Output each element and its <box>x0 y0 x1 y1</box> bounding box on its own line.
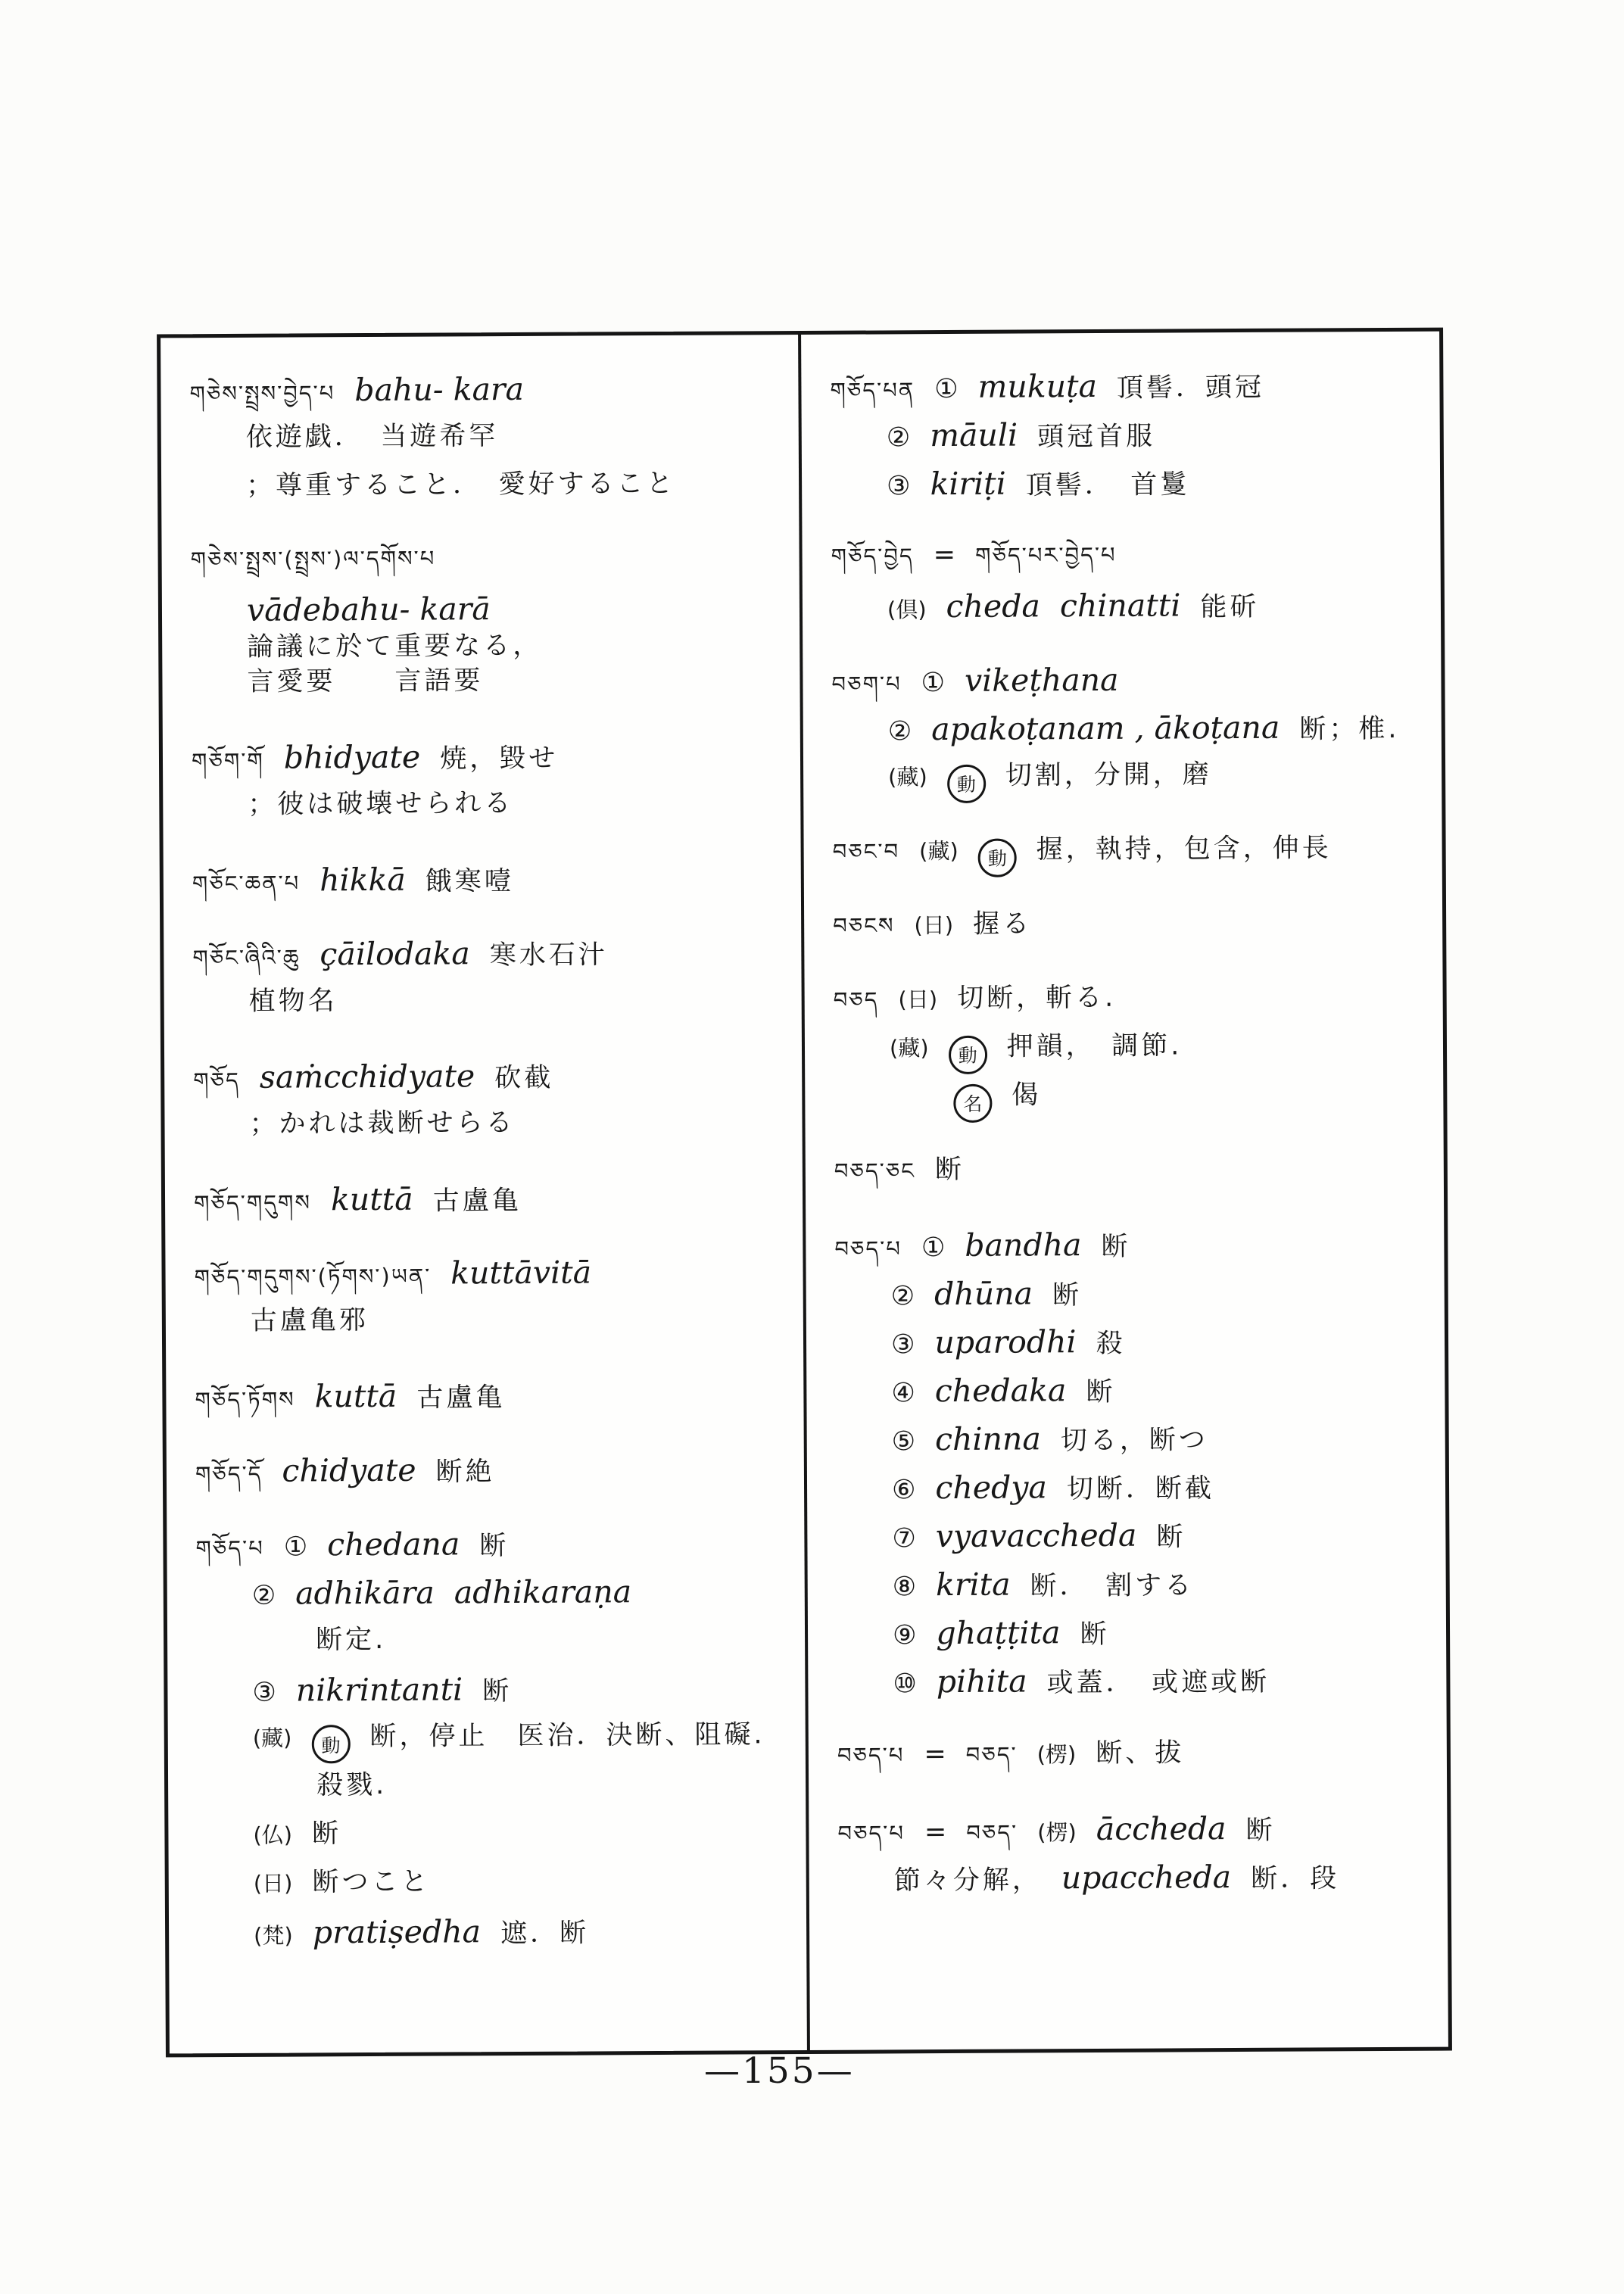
gloss-text: 断絶 <box>435 1456 495 1488</box>
entry <box>193 1056 789 1156</box>
tibetan-headword: བཅད་ཅང <box>834 1158 916 1184</box>
source-mark: (藏) <box>919 837 959 865</box>
gloss-text: 断 <box>1101 1231 1131 1262</box>
sanskrit-term: bandha <box>965 1226 1082 1264</box>
gloss-text: 断 <box>482 1675 513 1706</box>
entry-line <box>191 589 786 665</box>
sanskrit-term: adhikāra adhikaraṇa <box>295 1572 632 1612</box>
sanskrit-term: chedya <box>935 1469 1048 1507</box>
content-frame <box>157 328 1452 2058</box>
entry-line <box>833 831 1429 883</box>
entry-line <box>835 1322 1431 1373</box>
sanskrit-term: kuttā <box>330 1180 413 1217</box>
source-mark: (藏) <box>889 1035 929 1061</box>
source-mark: (日) <box>253 1870 293 1897</box>
entry <box>833 905 1429 957</box>
entry-line <box>192 737 787 788</box>
gloss-text: 依遊戯． 当遊希罕 <box>245 421 499 453</box>
entry-line <box>831 586 1427 637</box>
item-number: ① <box>921 668 946 699</box>
circled-pos-mark: 動 <box>947 764 986 803</box>
entry-line <box>192 785 787 837</box>
tibetan-headword: བཅག་པ <box>831 671 902 697</box>
entry <box>831 538 1427 637</box>
sanskrit-term: kuttā <box>314 1377 397 1415</box>
entry <box>195 1450 790 1501</box>
sanskrit-term: cheda chinatti <box>946 587 1181 625</box>
entry-line <box>192 859 787 911</box>
gloss-text: 断定. <box>315 1624 387 1656</box>
gloss-text: 断，停止 医治．決断、阻礙. <box>369 1719 765 1752</box>
entry-line <box>195 1450 790 1501</box>
sanskrit-term: vyavaccheda <box>935 1516 1137 1555</box>
item-number: ③ <box>252 1677 276 1708</box>
entry <box>194 1253 790 1353</box>
sanskrit-term: chinna <box>934 1420 1041 1458</box>
entry <box>833 831 1429 883</box>
entry <box>834 1225 1432 1713</box>
entry-line <box>193 1105 788 1156</box>
gloss-text: 断 <box>1245 1815 1276 1846</box>
sanskrit-term: chedana <box>327 1526 460 1563</box>
entry <box>834 1151 1430 1202</box>
gloss-text: 殺 <box>1096 1328 1126 1359</box>
sanskrit-term: mukuṭa <box>977 367 1098 405</box>
circled-pos-mark: 動 <box>311 1725 350 1763</box>
entry <box>837 1809 1434 1909</box>
entry-line <box>837 1735 1433 1787</box>
source-mark: (仏) <box>253 1822 293 1848</box>
sanskrit-term: çāilodaka <box>320 934 470 973</box>
sanskrit-term: āccheda <box>1096 1810 1227 1847</box>
entry-line <box>837 1661 1432 1713</box>
gloss-text: 断．段 <box>1251 1863 1340 1894</box>
gloss-text: 断；椎. <box>1299 713 1400 745</box>
gloss-text: ；尊重すること． 愛好すること <box>245 468 676 501</box>
gloss-text: 断 <box>311 1818 342 1850</box>
gloss-text: 切断，斬る. <box>957 982 1117 1014</box>
sanskrit-term: ghaṭṭita <box>936 1614 1061 1652</box>
entry-line <box>196 1621 791 1672</box>
entry-line <box>834 980 1429 1031</box>
entry <box>194 1179 789 1230</box>
sanskrit-term: nikrintanti <box>295 1671 463 1709</box>
entry-line <box>837 1613 1432 1664</box>
item-number: ⑥ <box>891 1475 916 1506</box>
sanskrit-term: pihita <box>936 1663 1027 1700</box>
gloss-text: 断つこと <box>312 1866 431 1898</box>
entry-line <box>191 541 786 592</box>
gloss-text: 植物名 <box>248 985 338 1017</box>
gloss-text: 断 <box>1080 1619 1110 1650</box>
entry-line <box>832 709 1428 760</box>
entry <box>837 1735 1433 1787</box>
gloss-text: 或蓋． 或遮或断 <box>1046 1666 1270 1699</box>
entry-line <box>196 1669 791 1721</box>
source-mark: (梵) <box>254 1922 293 1949</box>
item-number: ② <box>886 422 911 454</box>
gloss-text: 断 <box>1156 1522 1186 1553</box>
item-number: ⑩ <box>893 1669 917 1700</box>
gloss-text: 握，執持，包含，伸長 <box>1036 833 1332 865</box>
entry-line <box>835 1273 1431 1325</box>
tibetan-headword: གཅོད་བྱེད <box>831 543 914 569</box>
item-number: ① <box>934 373 959 405</box>
entry-line <box>198 1863 793 1915</box>
gloss-text: 焼，毀せ <box>440 743 559 775</box>
right-column <box>801 332 1448 2050</box>
entry-line <box>191 662 786 714</box>
item-number: ③ <box>887 471 911 502</box>
entry-line <box>195 1301 790 1353</box>
gloss-text: 餓寒噎 <box>425 865 514 897</box>
gloss-text: 切断．断截 <box>1066 1473 1215 1505</box>
gloss-text: 殺戮. <box>316 1769 388 1801</box>
entry-line <box>190 466 785 518</box>
circled-pos-mark: 動 <box>978 838 1017 877</box>
circled-pos-mark: 名 <box>953 1083 992 1122</box>
tibetan-headword: བཅངས <box>833 912 895 939</box>
entry <box>195 1376 790 1427</box>
source-mark: (日) <box>914 912 954 939</box>
entry-line <box>197 1766 792 1818</box>
gloss-text: 古盧亀 <box>432 1185 522 1217</box>
entry <box>195 1524 793 1963</box>
sanskrit-term: kiriṭi <box>930 465 1006 503</box>
entry-line <box>832 757 1428 809</box>
sanskrit-term: apakoṭanam , ākoṭana <box>931 709 1280 748</box>
item-number: ④ <box>891 1378 915 1409</box>
entry-line <box>196 1572 791 1624</box>
circled-pos-mark: 動 <box>949 1035 987 1074</box>
source-mark: (藏) <box>888 764 927 790</box>
gloss-text: 偈 <box>1011 1080 1042 1111</box>
tibetan-headword: གཅེས་སྤྲས་(སྤྲས་)ལ་དགོས་པ <box>190 545 436 573</box>
entry <box>831 660 1428 809</box>
gloss-text: 断． 割する <box>1030 1570 1195 1602</box>
entry <box>830 366 1426 515</box>
entry-line <box>197 1815 792 1866</box>
entry <box>192 737 787 837</box>
tibetan-headword: གཅོད་པར་བྱེད་པ <box>974 541 1117 569</box>
sanskrit-term: kuttāvitā <box>450 1254 592 1292</box>
tibetan-headword: གཅོད་གདུགས <box>193 1189 312 1216</box>
entry-line <box>837 1809 1433 1861</box>
tibetan-headword: བཅད <box>833 986 879 1013</box>
gloss-text: 言愛要 言語要 <box>247 665 484 697</box>
tibetan-headword: གཅོད <box>193 1067 240 1093</box>
entry-line <box>834 1225 1430 1276</box>
sanskrit-term: bhidyate <box>283 738 421 776</box>
sanskrit-term: hikkā <box>320 861 406 899</box>
entry-line <box>192 933 787 985</box>
gloss-text: ；彼は破壊せられる <box>248 787 514 820</box>
entry-line <box>197 1718 792 1769</box>
sanskrit-term: krita <box>935 1566 1011 1604</box>
tibetan-headword: བཅད་པ <box>837 1742 905 1769</box>
entry-line <box>189 369 784 421</box>
entry-line <box>193 982 788 1033</box>
entry-line <box>834 1151 1430 1202</box>
entry-line <box>836 1516 1432 1567</box>
entry-line <box>833 905 1429 957</box>
gloss-text: 断 <box>1052 1280 1083 1311</box>
gloss-text: 古盧亀邪 <box>250 1304 369 1336</box>
item-number: ⑧ <box>892 1572 917 1603</box>
entry <box>834 980 1430 1128</box>
item-number: ② <box>887 716 912 747</box>
item-number: ⑨ <box>892 1620 917 1651</box>
tibetan-headword: བཅད་པ <box>834 1236 902 1262</box>
gloss-text: 古盧亀 <box>416 1382 506 1413</box>
gloss-text: ；かれは裁断せらる <box>249 1107 516 1139</box>
entry-line <box>836 1467 1432 1519</box>
sanskrit-term: vikeṭhana <box>964 661 1119 699</box>
entry-line <box>194 1253 789 1304</box>
entry-line <box>193 1056 788 1108</box>
tibetan-headword: བཅད་ <box>965 1741 1018 1768</box>
entry-line <box>835 1370 1431 1422</box>
entry-line <box>831 463 1426 515</box>
entry-line <box>836 1419 1432 1470</box>
gloss-text: 節々分解， <box>893 1865 1042 1897</box>
gloss-text: 砍截 <box>494 1062 554 1093</box>
tibetan-headword: བཅང་བ <box>832 838 900 865</box>
gloss-text: 頭冠首服 <box>1037 421 1156 453</box>
gloss-text: 断 <box>934 1154 965 1186</box>
entry <box>192 859 787 911</box>
gloss-text: 切割，分開，磨 <box>1005 759 1212 791</box>
gloss-text: 論議に於て重要なる， <box>247 630 543 663</box>
sanskrit-term: bahu- kara <box>354 370 525 409</box>
tibetan-headword: གཅོག་གོ <box>191 747 264 774</box>
entry-line <box>837 1564 1432 1616</box>
tibetan-headword: གཅོད་པ <box>195 1535 264 1561</box>
gloss-text: 寒水石汁 <box>489 940 608 971</box>
item-number: ③ <box>890 1329 915 1361</box>
entry-line <box>195 1524 790 1576</box>
gloss-text: 遮．断 <box>500 1918 590 1949</box>
source-mark: (藏) <box>252 1725 292 1751</box>
gloss-text: 断、拔 <box>1096 1738 1185 1769</box>
tibetan-headword: གཅོང་ཞིའི་ཆུ <box>192 944 301 971</box>
entry-line <box>830 366 1426 418</box>
sanskrit-term: saṁcchidyate <box>259 1057 475 1096</box>
entry-line <box>834 1077 1429 1128</box>
entry-line <box>831 660 1427 712</box>
tibetan-headword: གཅོད་ཏོགས <box>195 1386 295 1413</box>
item-number: ② <box>251 1580 276 1611</box>
entry <box>189 369 785 518</box>
gloss-text: 握る <box>973 909 1033 940</box>
entry-line <box>194 1179 789 1230</box>
sanskrit-term: uparodhi <box>934 1323 1077 1361</box>
source-mark: (楞) <box>1036 1741 1077 1768</box>
source-mark: (楞) <box>1037 1819 1077 1846</box>
entry-line <box>831 415 1426 466</box>
page-number: —155— <box>704 2050 855 2092</box>
item-number: = <box>924 1739 946 1770</box>
sanskrit-term: chedaka <box>934 1372 1067 1410</box>
item-number: ① <box>921 1233 946 1264</box>
item-number: ⑦ <box>892 1523 916 1554</box>
sanskrit-term: māuli <box>930 416 1018 454</box>
entry-line <box>838 1858 1434 1909</box>
sanskrit-term: dhūna <box>934 1275 1033 1313</box>
gloss-text: 断 <box>1086 1376 1116 1408</box>
entry <box>191 541 787 714</box>
item-number: = <box>933 539 956 571</box>
sanskrit-term: upaccheda <box>1061 1859 1232 1897</box>
entry <box>192 933 788 1033</box>
item-number: ② <box>890 1281 915 1312</box>
source-mark: (倶) <box>887 597 927 623</box>
gloss-text: 頂髻．頭冠 <box>1116 372 1265 404</box>
item-number: ⑤ <box>891 1426 916 1457</box>
tibetan-headword: གཅོད་དོ <box>195 1460 263 1487</box>
entry-line <box>190 418 785 469</box>
gloss-text: 断 <box>479 1530 510 1561</box>
gloss-text: 能斫 <box>1200 591 1260 623</box>
left-column <box>161 335 807 2053</box>
sanskrit-term: pratiṣedha <box>312 1912 482 1951</box>
entry-line <box>195 1376 790 1427</box>
tibetan-headword: གཅོང་ཆན་པ <box>192 870 301 896</box>
gloss-text: 切る，断つ <box>1060 1425 1208 1457</box>
tibetan-headword: གཅེས་སྤྲས་བྱེད་པ <box>189 380 335 407</box>
tibetan-headword: གཅོད་གདུགས་(ཏོགས་)ཡན་ <box>194 1263 432 1290</box>
sanskrit-term: chidyate <box>282 1451 416 1489</box>
tibetan-headword: གཅོད་པན <box>830 377 915 404</box>
entry-line <box>831 538 1426 589</box>
tibetan-headword: བཅད་པ <box>837 1820 906 1847</box>
entry-line <box>834 1028 1429 1080</box>
item-number: ① <box>283 1532 308 1563</box>
item-number: = <box>924 1817 947 1848</box>
sanskrit-term: vādebahu- karā <box>246 591 491 628</box>
entry-line <box>198 1912 793 1963</box>
gloss-text: 頂髻． 首鬘 <box>1025 469 1190 501</box>
source-mark: (日) <box>898 986 938 1013</box>
tibetan-headword: བཅད་ <box>966 1819 1018 1846</box>
gloss-text: 押韻， 調節. <box>1006 1030 1183 1062</box>
